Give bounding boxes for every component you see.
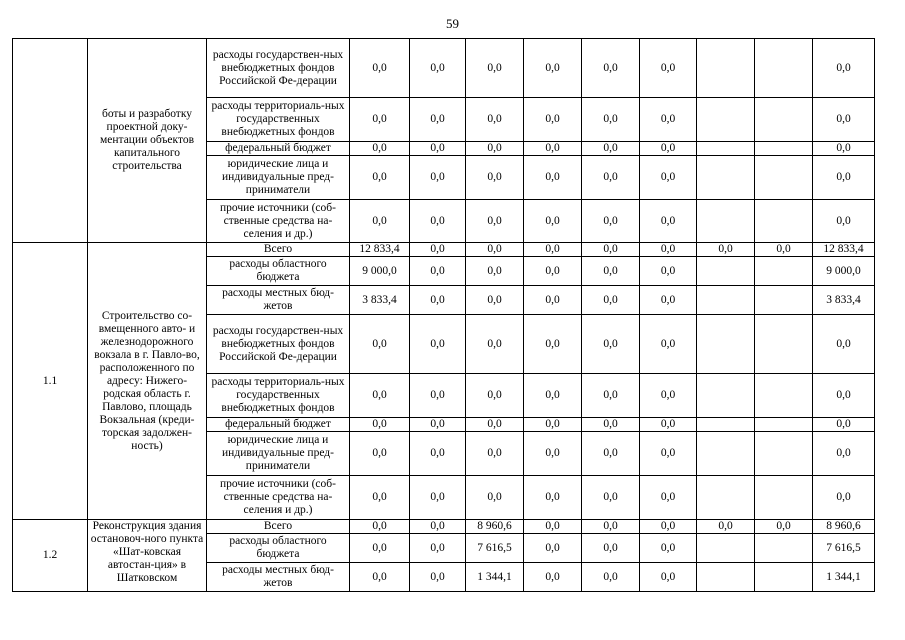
amount-cell: 0,0 <box>813 142 875 156</box>
amount-cell: 0,0 <box>813 315 875 374</box>
amount-cell: 0,0 <box>350 315 410 374</box>
amount-cell: 0,0 <box>640 534 697 563</box>
amount-cell: 0,0 <box>350 520 410 534</box>
amount-cell: 0,0 <box>640 98 697 142</box>
amount-cell: 0,0 <box>640 286 697 315</box>
amount-cell <box>697 98 755 142</box>
amount-cell: 0,0 <box>582 418 640 432</box>
amount-cell: 0,0 <box>350 200 410 243</box>
amount-cell: 0,0 <box>640 156 697 200</box>
amount-cell: 0,0 <box>813 39 875 98</box>
amount-cell: 0,0 <box>524 243 582 257</box>
amount-cell: 0,0 <box>582 432 640 476</box>
amount-cell: 0,0 <box>697 520 755 534</box>
amount-cell: 0,0 <box>466 200 524 243</box>
amount-cell <box>697 418 755 432</box>
amount-cell: 0,0 <box>582 563 640 592</box>
project-name: Строительство со-вмещенного авто- и железнодорожного вокзала в г. Павло-во, расположенного по адресу: Нижего-родская область г. Павлово, площадь Вокзальная (креди-торская задолжен-ность) <box>88 243 207 520</box>
amount-cell: 0,0 <box>524 520 582 534</box>
amount-cell <box>755 200 813 243</box>
amount-cell <box>697 432 755 476</box>
amount-cell: 0,0 <box>466 39 524 98</box>
funding-source: расходы местных бюд-жетов <box>207 286 350 315</box>
amount-cell: 0,0 <box>755 520 813 534</box>
amount-cell <box>755 432 813 476</box>
amount-cell: 0,0 <box>410 374 466 418</box>
funding-source: расходы территориаль-ных государственных внебюджетных фондов <box>207 374 350 418</box>
amount-cell: 0,0 <box>350 39 410 98</box>
amount-cell: 3 833,4 <box>813 286 875 315</box>
amount-cell: 0,0 <box>524 286 582 315</box>
amount-cell <box>697 315 755 374</box>
amount-cell <box>755 563 813 592</box>
amount-cell: 0,0 <box>410 39 466 98</box>
amount-cell: 0,0 <box>640 200 697 243</box>
amount-cell: 0,0 <box>410 257 466 286</box>
amount-cell: 0,0 <box>350 98 410 142</box>
amount-cell <box>697 39 755 98</box>
funding-source: юридические лица и индивидуальные пред-приниматели <box>207 156 350 200</box>
amount-cell: 1 344,1 <box>466 563 524 592</box>
amount-cell: 0,0 <box>410 432 466 476</box>
amount-cell <box>697 142 755 156</box>
amount-cell: 7 616,5 <box>813 534 875 563</box>
amount-cell: 0,0 <box>582 286 640 315</box>
amount-cell: 0,0 <box>410 563 466 592</box>
amount-cell: 0,0 <box>582 315 640 374</box>
amount-cell: 0,0 <box>524 156 582 200</box>
funding-source: федеральный бюджет <box>207 418 350 432</box>
amount-cell: 0,0 <box>582 534 640 563</box>
amount-cell: 0,0 <box>410 243 466 257</box>
amount-cell: 0,0 <box>640 418 697 432</box>
amount-cell: 0,0 <box>466 156 524 200</box>
amount-cell: 0,0 <box>350 534 410 563</box>
funding-source: расходы областного бюджета <box>207 534 350 563</box>
amount-cell: 0,0 <box>640 315 697 374</box>
amount-cell <box>697 286 755 315</box>
amount-cell: 8 960,6 <box>466 520 524 534</box>
section-number <box>13 39 88 243</box>
amount-cell <box>755 257 813 286</box>
amount-cell: 0,0 <box>524 374 582 418</box>
amount-cell: 0,0 <box>640 520 697 534</box>
amount-cell: 0,0 <box>350 563 410 592</box>
amount-cell: 0,0 <box>640 257 697 286</box>
amount-cell: 0,0 <box>582 374 640 418</box>
amount-cell: 0,0 <box>410 200 466 243</box>
amount-cell: 9 000,0 <box>350 257 410 286</box>
amount-cell: 0,0 <box>466 315 524 374</box>
amount-cell: 0,0 <box>466 243 524 257</box>
funding-source: федеральный бюджет <box>207 142 350 156</box>
amount-cell: 0,0 <box>466 98 524 142</box>
amount-cell: 0,0 <box>813 374 875 418</box>
amount-cell: 0,0 <box>524 418 582 432</box>
amount-cell: 0,0 <box>524 39 582 98</box>
table-row <box>13 39 875 98</box>
amount-cell: 0,0 <box>582 142 640 156</box>
amount-cell: 3 833,4 <box>350 286 410 315</box>
amount-cell: 0,0 <box>410 418 466 432</box>
amount-cell: 0,0 <box>350 156 410 200</box>
amount-cell: 0,0 <box>813 432 875 476</box>
amount-cell: 0,0 <box>410 315 466 374</box>
amount-cell: 0,0 <box>524 563 582 592</box>
amount-cell: 0,0 <box>524 315 582 374</box>
amount-cell <box>755 476 813 520</box>
amount-cell <box>755 98 813 142</box>
page-number: 59 <box>446 16 459 31</box>
funding-source: расходы государствен-ных внебюджетных фондов Российской Фе-дерации <box>207 39 350 98</box>
amount-cell: 0,0 <box>640 432 697 476</box>
amount-cell <box>755 286 813 315</box>
amount-cell: 0,0 <box>410 534 466 563</box>
amount-cell: 0,0 <box>582 156 640 200</box>
funding-source: Всего <box>207 520 350 534</box>
amount-cell: 0,0 <box>466 286 524 315</box>
amount-cell <box>697 563 755 592</box>
amount-cell: 0,0 <box>813 200 875 243</box>
amount-cell: 1 344,1 <box>813 563 875 592</box>
amount-cell: 0,0 <box>640 39 697 98</box>
amount-cell: 0,0 <box>640 243 697 257</box>
amount-cell: 0,0 <box>524 257 582 286</box>
funding-source: расходы местных бюд-жетов <box>207 563 350 592</box>
amount-cell <box>755 142 813 156</box>
table-row <box>13 520 875 534</box>
funding-source: прочие источники (соб-ственные средства на-селения и др.) <box>207 200 350 243</box>
amount-cell: 0,0 <box>410 156 466 200</box>
funding-source: юридические лица и индивидуальные пред-приниматели <box>207 432 350 476</box>
section-number: 1.2 <box>13 520 88 592</box>
amount-cell: 0,0 <box>524 476 582 520</box>
amount-cell: 0,0 <box>582 200 640 243</box>
amount-cell: 0,0 <box>640 374 697 418</box>
amount-cell: 0,0 <box>410 520 466 534</box>
amount-cell: 0,0 <box>466 257 524 286</box>
budget-table <box>12 38 875 592</box>
project-name: Реконструкция здания остановоч-ного пункта «Шат-ковская автостан-ция» в Шатковском <box>88 520 207 592</box>
amount-cell: 0,0 <box>697 243 755 257</box>
amount-cell <box>755 534 813 563</box>
amount-cell: 8 960,6 <box>813 520 875 534</box>
amount-cell <box>697 534 755 563</box>
amount-cell: 0,0 <box>466 374 524 418</box>
section-number: 1.1 <box>13 243 88 520</box>
amount-cell: 0,0 <box>640 142 697 156</box>
amount-cell: 0,0 <box>466 142 524 156</box>
funding-source: расходы государствен-ных внебюджетных фондов Российской Фе-дерации <box>207 315 350 374</box>
amount-cell: 0,0 <box>582 520 640 534</box>
amount-cell: 0,0 <box>350 374 410 418</box>
amount-cell: 0,0 <box>350 476 410 520</box>
project-name: боты и разработку проектной доку-ментации объектов капитального строительства <box>88 39 207 243</box>
amount-cell: 0,0 <box>813 156 875 200</box>
amount-cell: 0,0 <box>466 476 524 520</box>
amount-cell <box>755 315 813 374</box>
amount-cell: 0,0 <box>582 98 640 142</box>
amount-cell: 0,0 <box>350 432 410 476</box>
amount-cell: 0,0 <box>524 142 582 156</box>
amount-cell: 0,0 <box>350 418 410 432</box>
funding-source: расходы территориаль-ных государственных внебюджетных фондов <box>207 98 350 142</box>
amount-cell: 0,0 <box>350 142 410 156</box>
amount-cell: 0,0 <box>466 432 524 476</box>
amount-cell: 7 616,5 <box>466 534 524 563</box>
amount-cell: 0,0 <box>524 432 582 476</box>
amount-cell: 0,0 <box>524 534 582 563</box>
amount-cell: 0,0 <box>524 98 582 142</box>
amount-cell: 0,0 <box>582 39 640 98</box>
amount-cell: 0,0 <box>582 243 640 257</box>
amount-cell: 0,0 <box>524 200 582 243</box>
amount-cell: 0,0 <box>813 98 875 142</box>
amount-cell <box>755 39 813 98</box>
amount-cell <box>697 200 755 243</box>
amount-cell: 0,0 <box>813 418 875 432</box>
funding-source: прочие источники (соб-ственные средства на-селения и др.) <box>207 476 350 520</box>
amount-cell <box>697 374 755 418</box>
amount-cell: 0,0 <box>582 257 640 286</box>
amount-cell: 0,0 <box>813 476 875 520</box>
amount-cell: 0,0 <box>410 476 466 520</box>
amount-cell: 0,0 <box>410 142 466 156</box>
funding-source: расходы областного бюджета <box>207 257 350 286</box>
amount-cell: 0,0 <box>410 98 466 142</box>
amount-cell: 9 000,0 <box>813 257 875 286</box>
amount-cell: 0,0 <box>755 243 813 257</box>
amount-cell <box>697 476 755 520</box>
amount-cell: 0,0 <box>466 418 524 432</box>
amount-cell <box>755 156 813 200</box>
table-row <box>13 243 875 257</box>
amount-cell <box>755 418 813 432</box>
amount-cell: 12 833,4 <box>350 243 410 257</box>
amount-cell <box>697 257 755 286</box>
amount-cell <box>697 156 755 200</box>
amount-cell: 0,0 <box>582 476 640 520</box>
amount-cell: 12 833,4 <box>813 243 875 257</box>
amount-cell: 0,0 <box>410 286 466 315</box>
funding-source: Всего <box>207 243 350 257</box>
amount-cell <box>755 374 813 418</box>
amount-cell: 0,0 <box>640 476 697 520</box>
amount-cell: 0,0 <box>640 563 697 592</box>
